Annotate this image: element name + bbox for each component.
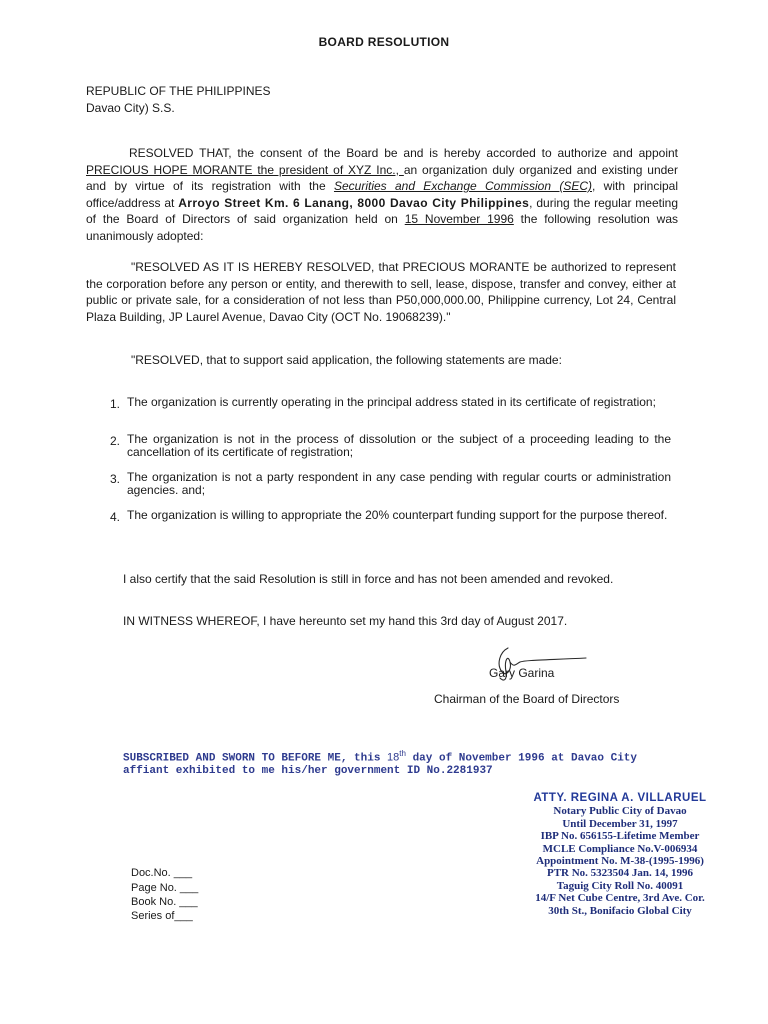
notary-line: PTR No. 5323504 Jan. 14, 1996 (546, 867, 694, 880)
book-no-field: Book No. ___ (131, 896, 198, 908)
series-field: Series of___ (131, 910, 193, 922)
jurat-line-1 (123, 748, 668, 765)
notary-line: Appointment No. M-38-(1995-1996) (536, 855, 704, 868)
jurat-line-2: affiant exhibited to me his/her government ID No.2281937 (123, 765, 493, 778)
witness-clause: IN WITNESS WHEREOF, I have hereunto set my hand this 3rd day of August 2017. (123, 614, 568, 628)
statement-text: The organization is currently operating in the principal address stated in its certificate of registration; (127, 395, 656, 409)
notary-block (470, 792, 768, 917)
notary-line: 30th St., Bonifacio Global City (548, 904, 692, 917)
support-statement-intro: "RESOLVED, that to support said application, the following statements are made: (131, 353, 562, 367)
signatory-name: Gary Garina (489, 666, 555, 680)
statement-number: 3. (109, 472, 120, 486)
para1-tail: the following resolution was unanimously adopted: (86, 212, 678, 243)
notary-name: ATTY. REGINA A. VILLARUEL (533, 792, 707, 804)
notary-line: Notary Public City of Davao (553, 805, 687, 818)
certification-statement: I also certify that the said Resolution is still in force and has not been amended and revoked. (123, 572, 614, 586)
para1-mid3: , during the regular meeting of the Board of Directors of said organization held on (86, 195, 678, 226)
statement-number: 1. (109, 397, 120, 411)
jurat-text-a: SUBSCRIBED AND SWORN TO BEFORE ME, this (123, 752, 388, 765)
statement-number: 2. (109, 434, 120, 448)
document-title: BOARD RESOLUTION (318, 35, 450, 49)
republic-header: REPUBLIC OF THE PHILIPPINES (86, 84, 271, 98)
resolved-quote-paragraph (86, 259, 676, 325)
notary-line: 14/F Net Cube Centre, 3rd Ave. Cor. (535, 892, 705, 905)
page-no-field: Page No. ___ (131, 882, 199, 894)
notary-line: IBP No. 656155-Lifetime Member (540, 830, 700, 843)
resolution-paragraph (86, 145, 678, 244)
notary-line: Until December 31, 1997 (562, 817, 678, 830)
para1-mid2: , with principal office/address at (86, 179, 678, 210)
para1-mid1: an organization duly organized and existing under and by virtue of its registration with the (86, 162, 678, 193)
statement-number: 4. (109, 510, 120, 524)
jurat-text-b: day of November 1996 at Davao City (405, 752, 638, 765)
statement-text: The organization is willing to appropriate the 20% counterpart funding support for the purpose thereof. (127, 508, 668, 522)
venue-line: Davao City) S.S. (86, 101, 175, 115)
appointee-name: PRECIOUS HOPE MORANTE the president of XYZ Inc., (86, 162, 404, 177)
para2-text: "RESOLVED AS IT IS HEREBY RESOLVED, that PRECIOUS MORANTE be authorized to represent the corporation before any person or entity, and therewith to sell, lease, dispose, transfer and convey, either at public or private sale, for a consideration of not less than P50,000,000.00, Philippine currency, Lot 24, Central Plaza Building, JP Laurel Avenue, Davao City (OCT No. 19068239)." (86, 260, 676, 324)
agency-name: Securities and Exchange Commission (SEC) (333, 179, 592, 193)
jurat-day: 18 (387, 751, 400, 764)
para1-lead: RESOLVED THAT, the consent of the Board be and is hereby accorded to authorize and appoint (129, 146, 678, 160)
doc-no-field: Doc.No. ___ (131, 867, 193, 879)
statement-text: The organization is not in the process of dissolution or the subject of a proceeding leading to the cancellation of its certificate of registration; (127, 432, 671, 459)
meeting-date: 15 November 1996 (404, 212, 514, 226)
jurat-stamp (123, 748, 668, 778)
principal-address: Arroyo Street Km. 6 Lanang, 8000 Davao City Philippines (178, 195, 530, 210)
statement-text: The organization is not a party respondent in any case pending with regular courts or administration agencies. and; (127, 470, 671, 497)
jurat-day-suffix: th (399, 749, 406, 758)
notary-line: MCLE Compliance No.V-006934 (542, 842, 698, 855)
signatory-title: Chairman of the Board of Directors (434, 692, 620, 706)
notary-line: Taguig City Roll No. 40091 (556, 879, 684, 892)
